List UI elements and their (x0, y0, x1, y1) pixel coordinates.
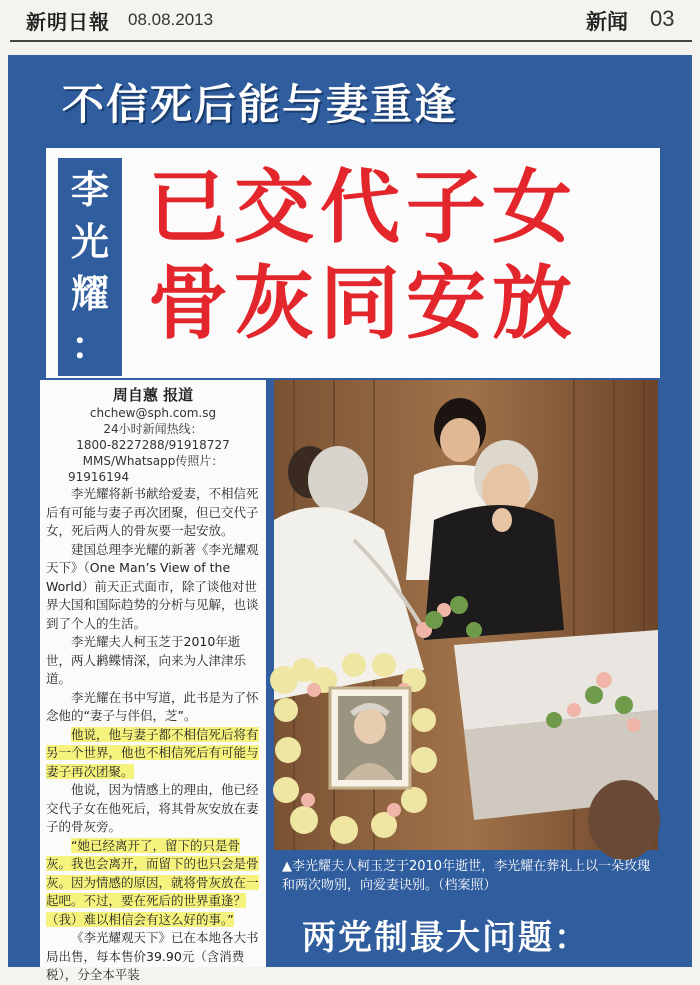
mms-number: 91916194 (68, 470, 130, 484)
hotline-number: 1800-8227288/91918727 (76, 438, 230, 452)
mms-label: MMS/Whatsapp传照片： (82, 454, 224, 468)
paragraph: 《李光耀观天下》已在本地各大书局出售，每本售价39.90元（含消费税），分全本平装 (46, 930, 259, 982)
paragraph: 李光耀夫人柯玉芝于2010年逝世，两人鹣鲽情深，向来为人津津乐道。 (46, 634, 247, 686)
masthead (0, 0, 700, 40)
kicker-headline: 不信死后能与妻重逢 (62, 80, 459, 129)
speaker-label (58, 158, 122, 376)
paragraph-highlighted (40, 726, 266, 782)
paragraph: 他说，因为情感上的理由，他已经交代子女在他死后，将其骨灰安放在妻子的骨灰旁。 (46, 782, 259, 834)
article-body (40, 380, 266, 982)
paragraph-highlighted (40, 837, 266, 930)
speaker-char: ： (70, 324, 109, 368)
headline-line: 骨灰同安放 (148, 257, 578, 350)
issue-date: 08.08.2013 (128, 10, 214, 29)
main-headline (148, 160, 648, 352)
funeral-photo (274, 380, 658, 850)
page-number: 03 (650, 6, 675, 31)
byline: 周自蕙 报道 (112, 386, 194, 404)
next-article-headline: 两党制最大问题： (302, 918, 590, 958)
paragraph: 建国总理李光耀的新著《李光耀观天下》（One Man’s View of the World）前天正式面市，除了谈他对世界大国和国际趋势的分析与见解，也谈到了个人的生活。 (46, 541, 259, 631)
headline-line: 已交代子女 (148, 161, 578, 254)
highlight-span: 他说，他与妻子都不相信死后将有另一个世界，他也不相信死后有可能与妻子再次团聚。 (46, 726, 259, 779)
photo-caption: ▲李光耀夫人柯玉芝于2010年逝世，李光耀在葬礼上以一朵玫瑰和两次吻别，向爱妻诀别。（档案照） (282, 859, 651, 893)
masthead-rule (10, 40, 692, 42)
speaker-char: 耀 (70, 272, 109, 316)
section-name: 新闻 (586, 10, 628, 34)
highlight-span: “她已经离开了，留下的只是骨灰。我也会离开，而留下的也只会是骨灰。因为情感的原因，就将骨灰放在一起吧。不过，要在死后的世界重逢？（我）难以相信会有这么好的事。” (46, 837, 259, 927)
speaker-char: 李 (70, 168, 109, 212)
hotline-label: 24小时新闻热线： (103, 422, 203, 436)
reporter-email: chchew@sph.com.sg (89, 406, 217, 420)
newspaper-name: 新明日報 (26, 10, 110, 34)
paragraph: 李光耀在书中写道，此书是为了怀念他的“妻子与伴侣，芝”。 (46, 689, 259, 723)
funeral-photo-illustration (274, 380, 658, 850)
speaker-char: 光 (70, 220, 109, 264)
paragraph: 李光耀将新书献给爱妻，不相信死后有可能与妻子再次团聚，但已交代子女，死后两人的骨灰要一起安放。 (46, 486, 259, 538)
